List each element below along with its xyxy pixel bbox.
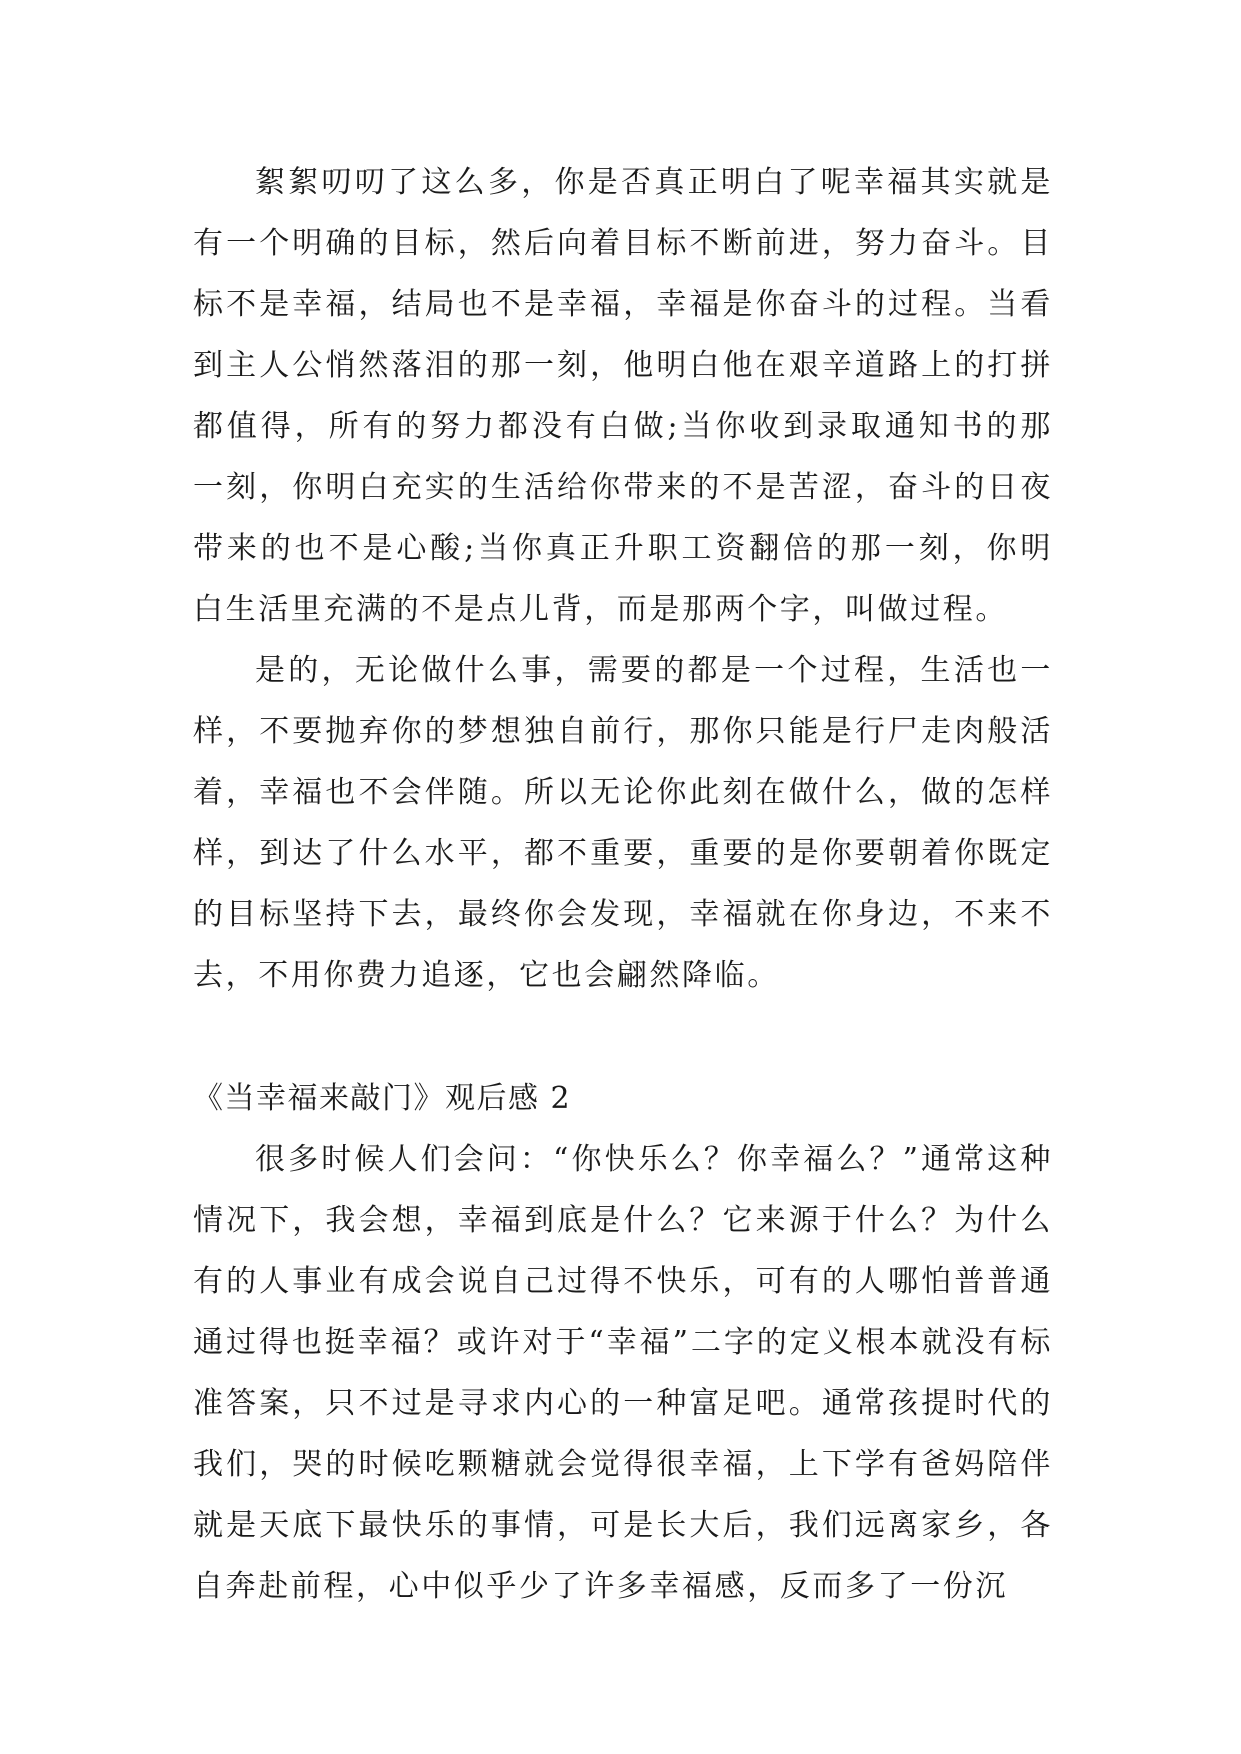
paragraph-2: 是的，无论做什么事，需要的都是一个过程，生活也一样，不要抛弃你的梦想独自前行，那你只能是行尸走肉般活着，幸福也不会伴随。所以无论你此刻在做什么，做的怎样样，到达了什么水平，都不重要，重要的是你要朝着你既定的目标坚持下去，最终你会发现，幸福就在你身边，不来不去，不用你费力追逐，它也会翩然降临。 xyxy=(193,653,1053,993)
section-title: 《当幸福来敲门》观后感 2 xyxy=(193,1081,572,1116)
document-body xyxy=(193,152,1053,1617)
paragraph-1: 絮絮叨叨了这么多，你是否真正明白了呢幸福其实就是有一个明确的目标，然后向着目标不断前进，努力奋斗。目标不是幸福，结局也不是幸福，幸福是你奋斗的过程。当看到主人公悄然落泪的那一刻，他明白他在艰辛道路上的打拼都值得，所有的努力都没有白做;当你收到录取通知书的那一刻，你明白充实的生活给你带来的不是苦涩，奋斗的日夜带来的也不是心酸;当你真正升职工资翻倍的那一刻，你明白生活里充满的不是点儿背，而是那两个字，叫做过程。 xyxy=(193,165,1053,627)
paragraph-3: 很多时候人们会问：“你快乐么？你幸福么？”通常这种情况下，我会想，幸福到底是什么？它来源于什么？为什么有的人事业有成会说自己过得不快乐，可有的人哪怕普普通通过得也挺幸福？或许对于“幸福”二字的定义根本就没有标准答案，只不过是寻求内心的一种富足吧。通常孩提时代的我们，哭的时候吃颗糖就会觉得很幸福，上下学有爸妈陪伴就是天底下最快乐的事情，可是长大后，我们远离家乡，各自奔赴前程，心中似乎少了许多幸福感，反而多了一份沉 xyxy=(193,1142,1053,1604)
